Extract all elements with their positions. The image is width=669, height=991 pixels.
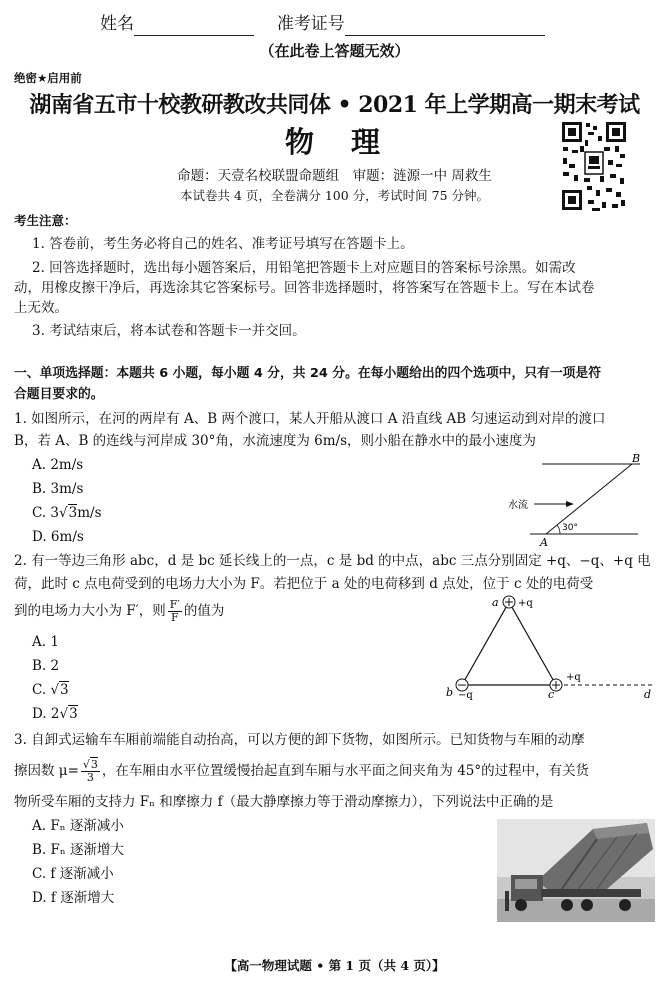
q1-river-figure <box>490 452 650 552</box>
q2-fig-point-d: d <box>644 688 652 701</box>
q1-stem-cont: B，若 A、B 的连线与河岸成 30°角，水流速度为 6m/s，则小船在静水中的最小速度为 <box>14 433 537 449</box>
q2-fig-point-c: c <box>548 688 555 701</box>
q1-option-c: C. 3√3m/s <box>32 505 102 521</box>
q2-stem-cont: 荷，此时 c 点电荷受到的电场力大小为 F。若把位于 a 处的电荷移到 d 点处，位于 c 处的电荷受 <box>14 576 594 592</box>
q2-stem-end: 到的电场力大小为 F′，则 $\frac{F'}{F}$ 的值为 <box>14 598 225 624</box>
q2-fig-point-a: a <box>492 596 499 609</box>
exam-id-field-line <box>345 17 545 36</box>
q2-fig-point-b: b <box>446 686 454 699</box>
authors-line: 命题：天壹名校联盟命题组 审题：涟源一中 周救生 <box>177 168 492 184</box>
q3-option-c: C. f 逐渐减小 <box>32 866 114 882</box>
q1-option-d: D. 6m/s <box>32 529 84 545</box>
q2-fig-charge-a: +q <box>518 598 533 609</box>
q1-fig-angle-label: 30° <box>562 523 578 533</box>
exam-title: 湖南省五市十校教研教改共同体 • 2021 年上学期高一期末考试 <box>29 92 640 118</box>
exam-id-label: 准考证号 <box>276 14 345 34</box>
q2-triangle-figure <box>438 590 660 702</box>
candidate-info-row <box>100 12 545 36</box>
q2-stem: 2. 有一等边三角形 abc，d 是 bc 延长线上的一点，c 是 bd 的中点，abc 三点分别固定 +q、−q、+q 电 <box>14 553 651 569</box>
q2-fraction: $\frac{F'}{F}$ <box>169 598 180 624</box>
notice-item-3: 3. 考试结束后，将本试卷和答题卡一并交回。 <box>32 323 306 339</box>
qr-code-image <box>560 120 628 212</box>
notice-item-1: 1. 答卷前，考生务必将自己的姓名、准考证号填写在答题卡上。 <box>32 236 414 252</box>
q2-fig-charge-c: +q <box>566 672 581 683</box>
answer-note: （在此卷上答题无效） <box>259 42 410 60</box>
subject-title: 物 理 <box>284 125 384 159</box>
notice-item-2: 2. 回答选择题时，选出每小题答案后，用铅笔把答题卡上对应题目的答案标号涂黑。如需改 <box>32 260 576 276</box>
q2-option-b: B. 2 <box>32 658 60 674</box>
q3-mu-fraction: $\frac{√3}{3}$ <box>82 758 98 784</box>
notice-item-2-end: 上无效。 <box>14 300 68 316</box>
q1-fig-flow-label: 水流 <box>508 500 528 511</box>
name-field-line <box>134 17 254 36</box>
q3-stem: 3. 自卸式运输车车厢前端能自动抬高，可以方便的卸下货物，如图所示。已知货物与车厢的动摩 <box>14 732 585 748</box>
q1-option-a: A. 2m/s <box>32 457 84 473</box>
name-label: 姓名 <box>100 14 134 34</box>
q2-option-d: D. 2√3 <box>32 706 78 722</box>
page-footer: 【高一物理试题 • 第 1 页（共 4 页）】 <box>224 958 445 973</box>
section1-heading: 一、单项选择题：本题共 6 小题，每小题 4 分，共 24 分。在每小题给出的四个选项中，只有一项是符 <box>14 366 602 381</box>
q3-option-a: A. Fₙ 逐渐减小 <box>32 818 124 834</box>
exam-info-line: 本试卷共 4 页，全卷满分 100 分，考试时间 75 分钟。 <box>179 188 490 203</box>
secret-mark: 绝密★启用前 <box>14 71 82 85</box>
q2-option-a: A. 1 <box>32 634 59 650</box>
q2-fig-charge-b: −q <box>458 690 473 701</box>
q3-option-d: D. f 逐渐增大 <box>32 890 115 906</box>
notice-title: 考生注意： <box>14 213 77 228</box>
q1-fig-label-b: B <box>632 452 641 465</box>
q3-stem-cont: 擦因数 μ= $\frac{√3}{3}$ ，在车厢由水平位置缓慢抬起直到车厢与水平面之间夹角为 45°的过程中，有关货 <box>14 758 590 784</box>
q1-stem: 1. 如图所示，在河的两岸有 A、B 两个渡口，某人开船从渡口 A 沿直线 AB 匀速运动到对岸的渡口 <box>14 411 606 427</box>
section1-heading-cont: 合题目要求的。 <box>14 387 104 402</box>
q3-stem-end: 物所受车厢的支持力 Fₙ 和摩擦力 f（最大静摩擦力等于滑动摩擦力），下列说法中正确的是 <box>14 794 554 810</box>
q1-fig-label-a: A <box>540 536 548 549</box>
notice-item-2-cont: 动，用橡皮擦干净后，再选涂其它答案标号。回答非选择题时，将答案写在答题卡上。写在本试卷 <box>14 280 595 296</box>
dump-truck-photo <box>497 819 655 922</box>
q3-option-b: B. Fₙ 逐渐增大 <box>32 842 125 858</box>
q2-option-c: C. √3 <box>32 682 69 698</box>
q1-option-b: B. 3m/s <box>32 481 84 497</box>
